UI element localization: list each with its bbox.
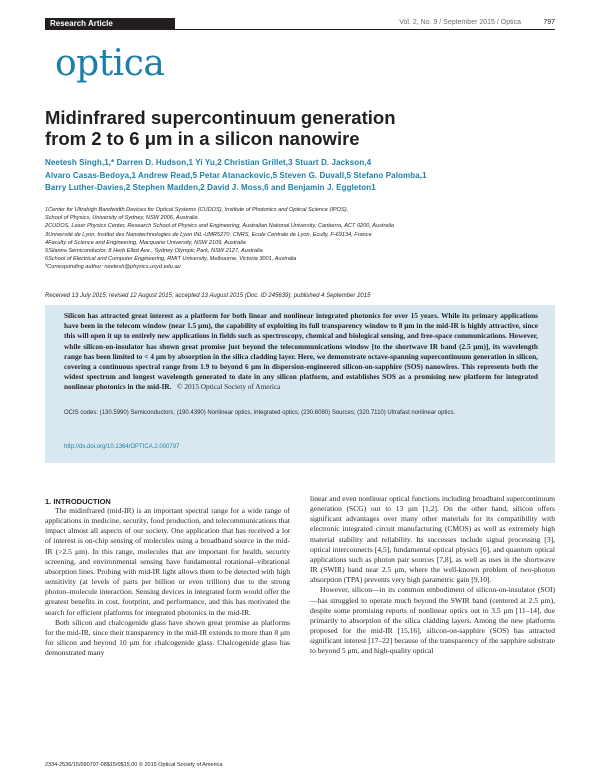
volume-info: Vol. 2, No. 9 / September 2015 / Optica	[399, 19, 521, 26]
affiliation: 1Center for Ultrahigh Bandwidth Devices for Optical Systems (CUDOS), Institute of Photonics and Optical Science (IPOS),	[45, 207, 349, 213]
section-heading: 1. INTRODUCTION	[45, 497, 111, 506]
corresponding-author: *Corresponding author: neetesh@physics.usyd.edu.au	[45, 264, 181, 271]
journal-logo: optica	[55, 43, 165, 84]
affiliation: School of Physics, University of Sydney, NSW 2006, Australia	[45, 215, 198, 222]
affiliation: 2CUDOS, Laser Physics Center, Research School of Physics and Engineering, Australian National University, Canberra, ACT 0200, Australia	[45, 223, 395, 230]
abstract-text: Silicon has attracted great interest as a platform for both linear and nonlinear integrated photonics for over 15 years. While its primary applications have been in the telecom window (near 1.5 μm), the capability of exploiting its full transparency window to 8 μm in the mid-IR is highly attractive, since this will open it up to entirely new applications in fields such as spectroscopy, chemical and biological sensing, and free-space communications. However, while silicon-on-insulator has shown great promise just beyond the telecommunications window [to the shortwave IR band (2.5 μm)], its wavelength range has been limited to < 4 μm by absorption in the silica cladding layer. Here, we demonstrate octave-spanning supercontinuum generation in silicon, covering a continuous spectral range from 1.9 to beyond 6 μm in dispersion-engineered silicon-on-sapphire (SOS) nanowires. This represents both the widest spectrum and longest wavelength generated to date in any silicon platform, and establishes SOS as a promising new platform for integrated nonlinear photonics in the mid-IR.	[64, 311, 538, 392]
page-number: 797	[543, 19, 555, 26]
publication-history: Received 13 July 2015; revised 12 August 2015; accepted 13 August 2015 (Doc. ID 245639); published 4 September 2015	[45, 293, 371, 299]
author-list	[45, 157, 545, 195]
page-footer: 2334-2536/15/090797-08$15/0$15.00 © 2015 Optical Society of America	[45, 762, 223, 768]
ocis-codes: OCIS codes: (130.5990) Semiconductors; (190.4390) Nonlinear optics, integrated optics; (230.6080) Sources; (320.7110) Ultrafast nonlinear optics.	[64, 410, 456, 416]
journal-header-bar	[45, 18, 555, 30]
doi-link[interactable]: http://dx.doi.org/10.1364/OPTICA.2.000797	[64, 444, 180, 450]
article-type-tag: Research Article	[45, 18, 175, 30]
affiliation: 3Université de Lyon, Institut des Nanotechnologies de Lyon INL-UMR5270, CNRS, Ecole Centrale de Lyon, Ecully, F-69134, France	[45, 231, 372, 238]
author-line: Neetesh Singh,1,* Darren D. Hudson,1 Yi Yu,2 Christian Grillet,3 Stuart D. Jackson,4	[45, 158, 372, 167]
header-rule	[45, 29, 555, 30]
author-line: Barry Luther-Davies,2 Stephen Madden,2 David J. Moss,6 and Benjamin J. Eggleton1	[45, 183, 376, 192]
paragraph: However, silicon—in its common embodiment of silicon-on-insulator (SOI)—has struggled to operate much beyond the SWIR band (centered at 2.5 μm), despite some promising reports of nonlinear optics out to 3.5 μm [11–14], due primarily to absorption of the silica cladding layers. Among the new platforms proposed for the mid-IR [15,16], silicon-on-sapphire (SOS) has attracted significant interest [17–22] because of the transparency of the sapphire substrate to beyond 5 μm, and high-quality optical	[310, 585, 555, 656]
author-line: Alvaro Casas-Bedoya,1 Andrew Read,5 Petar Atanackovic,5 Steven G. Duvall,5 Stefano Palomba,1	[45, 170, 427, 180]
left-column	[45, 506, 290, 658]
right-column	[310, 494, 555, 657]
paragraph: The midinfrared (mid-IR) is an important spectral range for a wide range of applications in medicine, security, food production, and telecommunications that impact almost all aspects of our society. One application that has received a lot of interest is on-chip sensing of molecules using a broadband source in the mid-IR (>2.5 μm). In this range, molecules that are important for health, security screening, and environmental sensing have fundamental rotational–vibrational absorption lines. Probing with mid-IR light allows them to be detected with high sensitivity (at levels of parts per billion or even trillion) due to the strong photon–molecule interaction. Sensing devices in integrated form would offer the greatest benefits in cost, footprint, and performance, and this has motivated the search for efficient platforms for integrated photonics in the mid-IR.	[45, 506, 290, 617]
affiliation: 4Faculty of Science and Engineering, Macquarie University, NSW 2109, Australia	[45, 239, 246, 246]
paragraph: Both silicon and chalcogenide glass have shown great promise as platforms for the mid-IR, since their transparency in the mid-IR extends to more than 8 μm for silicon and beyond 10 μm for chalcogenide glass. Chalcogenide glass has demonstrated many	[45, 617, 290, 658]
affiliation: 5Silanna Semiconductor, 8 Herb Elliot Ave., Sydney Olympic Park, NSW 2127, Australia	[45, 248, 263, 255]
copyright-notice: © 2015 Optical Society of America	[177, 382, 281, 392]
abstract	[64, 311, 538, 393]
affiliation-list	[45, 206, 555, 272]
affiliation: 6School of Electrical and Computer Engineering, RMIT University, Melbourne, Victoria 3001, Australia	[45, 256, 297, 263]
paragraph: linear and even nonlinear optical functions including broadband supercontinuum generation (SCG) out to 13 μm [1,2]. On the other hand, silicon offers significant advantages over many other materials for its compatibility with electronic integrated circuit manufacturing (CMOS) as well as extremely high material stability and reliability. Its successes include signal processing [3], optical interconnects [4,5], fundamental optical physics [6], and quantum optical applications such as photon pair sources [7,8], as well as uses in the shortwave IR (SWIR) band near 2.5 μm, where the well-known problem of two-photon absorption (TPA) prevents very high parametric gain [9,10].	[310, 494, 555, 585]
article-title: Midinfrared supercontinuum generation from 2 to 6 μm in a silicon nanowire	[45, 107, 396, 149]
